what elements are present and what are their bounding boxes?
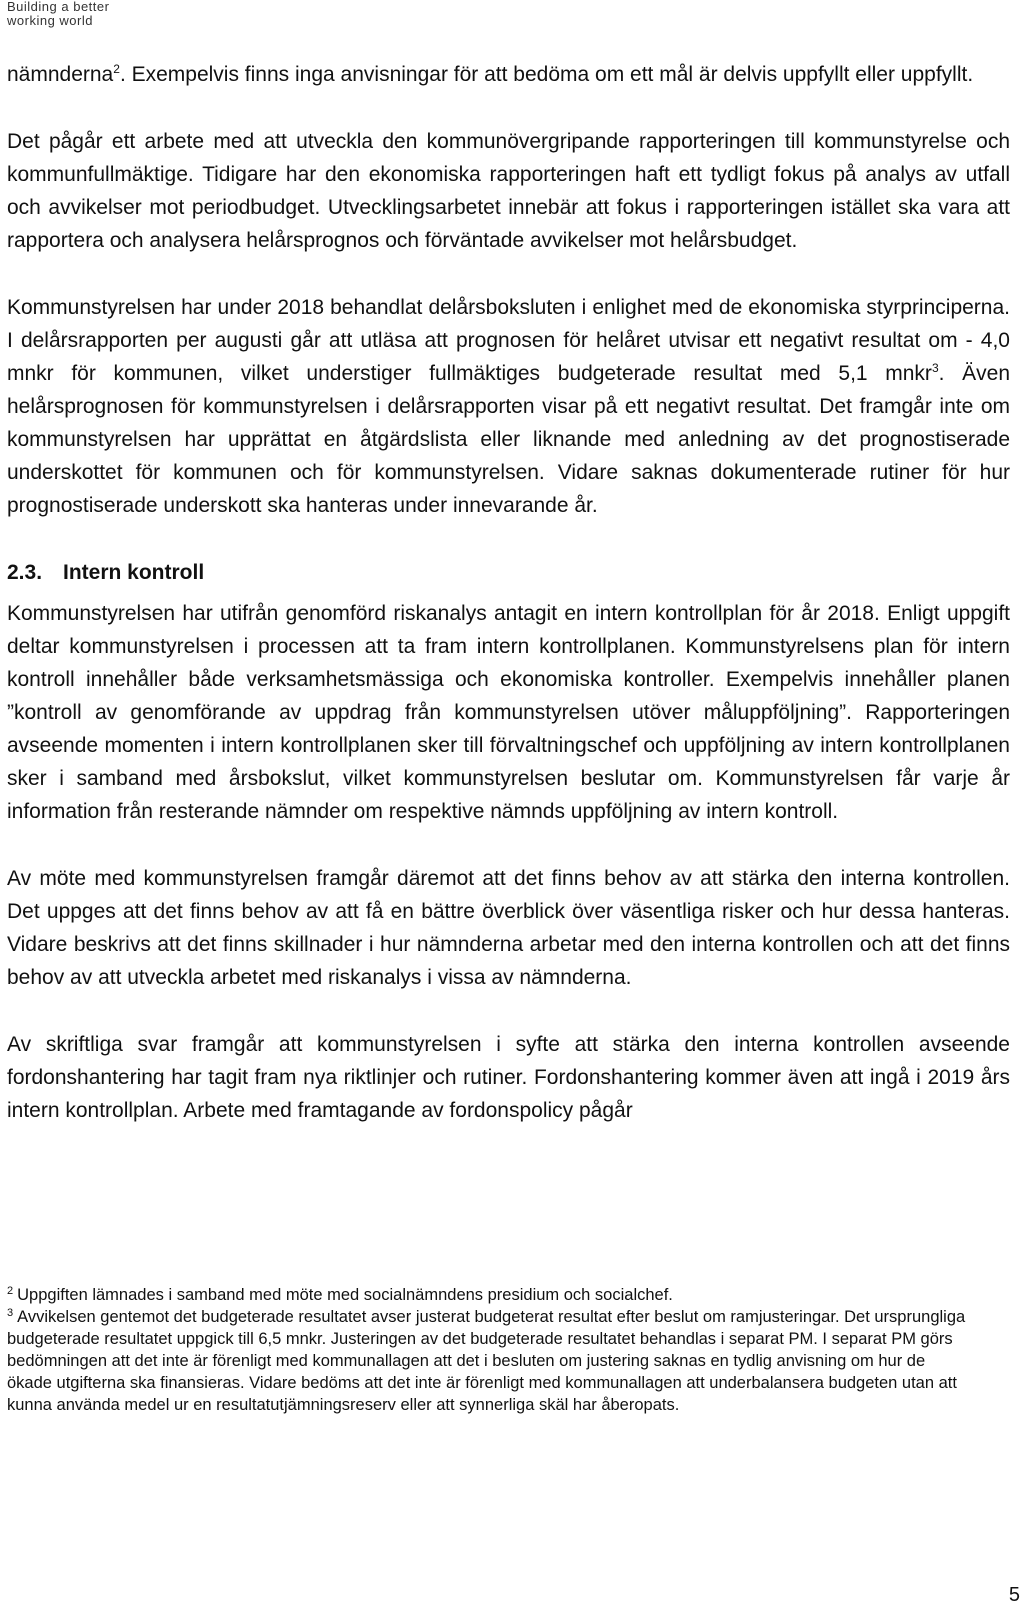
footnote-number: 2 [7, 1284, 14, 1297]
paragraph-intro-rest: . Exempelvis finns inga anvisningar för att bedöma om ett mål är delvis uppfyllt eller uppfyllt. [119, 63, 974, 86]
paragraph-interim-reports-b: . Även helårsprognosen för kommunstyrelsen i delårsrapporten visar på ett negativt resultat. Det framgår inte om kommunstyrelsen har upprättat en åtgärdslista eller liknande med anledning av det prognostiserade underskottet för kommunen och för kommunstyrelsen. Vidare saknas dokumenterade rutiner för hur prognostiserade underskott ska hanteras under innevarande år. [7, 362, 1010, 517]
header-line-2: working world [7, 13, 93, 28]
footnote-text: Avvikelsen gentemot det budgeterade resultatet avser justerat budgeterat resultat efter beslut om ramjusteringar. Det ursprungliga budgeterade resultatet uppgick till 6,5 mnkr. Justeringen av det budgeterade resultatet behandlas i separat PM. I separat PM görs bedömningen att det inte är förenligt med kommunallagen att det i besluten om justering saknas en tydlig anvisning om hur de ökade utgifterna ska finansieras. Vidare bedöms att det inte är förenligt med kommunallagen att underbalansera budgeten utan att kunna använda medel ur en resultatutjämningsreserv eller att synnerliga skäl har åberopats. [7, 1308, 966, 1414]
footnote-ref-2: 2 [113, 62, 120, 76]
section-heading [7, 556, 1010, 589]
paragraph-interim-reports [7, 291, 1010, 522]
section-title: Intern kontroll [63, 561, 205, 584]
footnotes [7, 1284, 967, 1416]
paragraph-interim-reports-a: Kommunstyrelsen har under 2018 behandlat delårsboksluten i enlighet med de ekonomiska styrprinciperna. I delårsrapporten per augusti går att utläsa att prognosen för helåret utvisar ett negativt resultat om - 4,0 mnkr för kommunen, vilket understiger fullmäktiges budgeterade resultat med 5,1 mnkr [7, 296, 1010, 385]
paragraph-control-plan: Kommunstyrelsen har utifrån genomförd riskanalys antagit en intern kontrollplan för år 2018. Enligt uppgift deltar kommunstyrelsen i processen att ta fram intern kontrollplanen. Kommunstyrelsens plan för intern kontroll innehåller både verksamhetsmässiga och ekonomiska kontroller. Exempelvis innehåller planen ”kontroll av genomförande av uppdrag från kommunstyrelsen utöver måluppföljning”. Rapporteringen avseende momenten i intern kontrollplanen sker till förvaltningschef och uppföljning av intern kontrollplanen sker i samband med årsbokslut, vilket kommunstyrelsen beslutar om. Kommunstyrelsen får varje år information från resterande nämnder om respektive nämnds uppföljning av intern kontroll. [7, 602, 1010, 823]
paragraph-vehicle-handling: Av skriftliga svar framgår att kommunstyrelsen i syfte att stärka den interna kontrollen avseende fordonshantering har tagit fram nya riktlinjer och rutiner. Fordonshantering kommer även att ingå i 2019 års intern kontrollplan. Arbete med framtagande av fordonspolicy pågår [7, 1033, 1010, 1122]
page-number: 5 [1008, 1584, 1020, 1606]
header-line-1: Building a better [7, 0, 110, 14]
body-content [7, 58, 1010, 1161]
paragraph-reporting: Det pågår ett arbete med att utveckla den kommunövergripande rapporteringen till kommunstyrelse och kommunfullmäktige. Tidigare har den ekonomiska rapporteringen haft ett tydligt fokus på analys av utfall och avvikelser mot periodbudget. Utvecklingsarbetet innebär att fokus i rapporteringen istället ska vara att rapportera och analysera helårsprognos och förväntade avvikelser mot helårsbudget. [7, 130, 1010, 252]
footnote-text: Uppgiften lämnades i samband med möte med socialnämndens presidium och socialchef. [17, 1286, 673, 1304]
footnote-number: 3 [7, 1306, 14, 1319]
footnote [7, 1284, 967, 1306]
page-header [7, 0, 109, 28]
paragraph-strengthen-control: Av möte med kommunstyrelsen framgår däremot att det finns behov av att stärka den interna kontrollen. Det uppges att det finns behov av att få en bättre överblick över väsentliga risker och hur dessa hanteras. Vidare beskrivs att det finns skillnader i hur nämnderna arbetar med den interna kontrollen och att det finns behov av att utveckla arbetet med riskanalys i vissa av nämnderna. [7, 867, 1010, 989]
footnote-ref-3: 3 [931, 361, 939, 375]
paragraph-intro [7, 58, 1010, 91]
footnote [7, 1306, 967, 1416]
paragraph-intro-start: nämnderna [7, 63, 114, 86]
section-number: 2.3. [7, 561, 43, 584]
